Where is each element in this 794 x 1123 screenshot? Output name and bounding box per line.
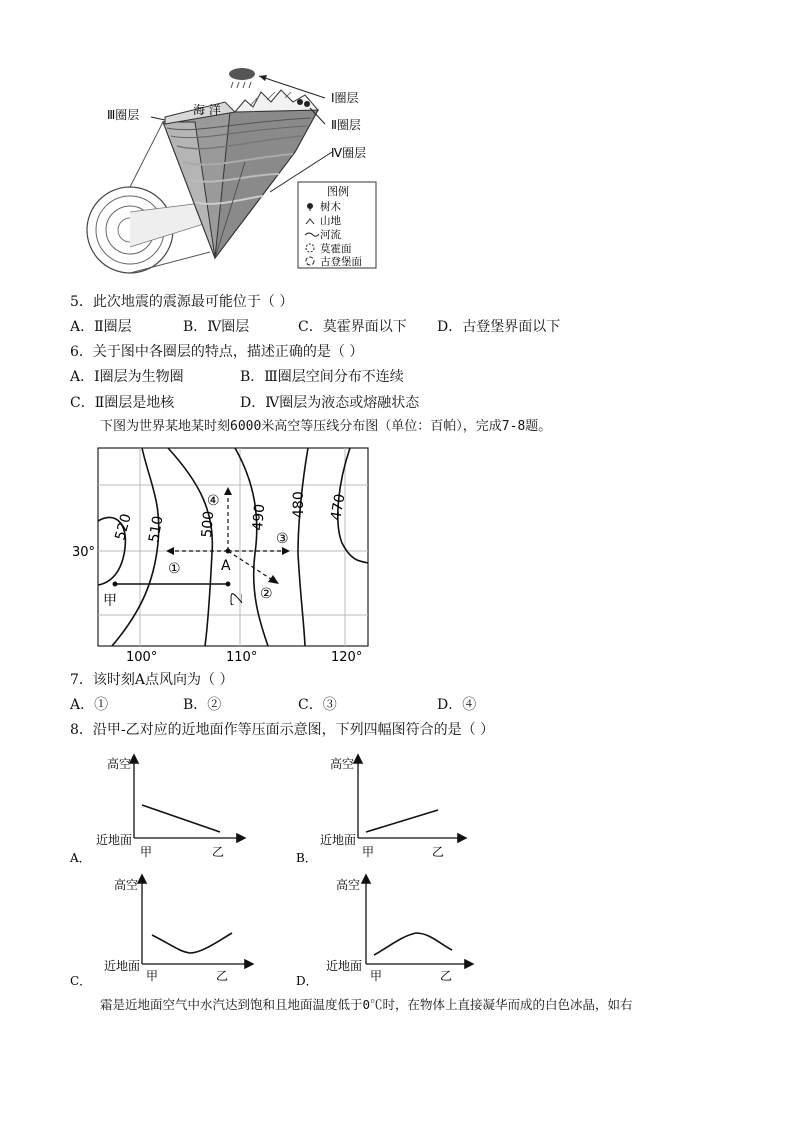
diagram-a-curve (142, 805, 220, 832)
diagram-b-y-label: 高空 (330, 757, 355, 771)
legend-item-gutenberg: 古登堡面 (320, 256, 362, 268)
point-a-label: A (221, 558, 231, 574)
q8-diagrams (60, 748, 520, 993)
isobar-label-500: 500 (199, 510, 218, 539)
diagram-c-curve (152, 933, 232, 953)
q6-stem: 6．关于图中各圈层的特点，描述正确的是（ ） (70, 344, 364, 360)
diagram-c-letter: C． (70, 974, 92, 988)
arrow-label-1: ① (168, 561, 181, 577)
diagram-a-yi: 乙 (212, 845, 225, 859)
lat-label-30: 30° (72, 545, 96, 560)
q6-option-c[interactable]: C．Ⅱ圈层是地核 (70, 395, 175, 411)
q5-option-d[interactable]: D．古登堡界面以下 (437, 319, 561, 335)
legend-item-mountain: 山地 (320, 215, 341, 227)
crust-wedge (163, 90, 318, 258)
layer-label-2: Ⅱ圈层 (331, 118, 361, 132)
q7-option-c[interactable]: C．③ (298, 697, 337, 713)
lon-label-120: 120° (331, 650, 363, 665)
diagram-b-ground-label: 近地面 (320, 833, 357, 847)
isobar-label-480: 480 (291, 491, 307, 518)
diagram-c-jia: 甲 (146, 969, 159, 983)
isobar-label-510: 510 (146, 514, 167, 544)
diagram-b-jia: 甲 (362, 845, 375, 859)
diagram-d-y-label: 高空 (336, 878, 361, 892)
q7-option-d[interactable]: D．④ (437, 697, 477, 713)
diagram-b-yi: 乙 (432, 845, 445, 859)
yi-label: 乙 (227, 592, 243, 606)
q5-option-b[interactable]: B．Ⅳ圈层 (183, 319, 250, 335)
q8-diagram-a[interactable] (69, 756, 244, 865)
diagram-a-ground-label: 近地面 (96, 833, 133, 847)
legend-item-tree: 树木 (320, 201, 341, 213)
diagram-b-letter: B． (296, 851, 317, 865)
layer-label-1: Ⅰ圈层 (331, 91, 359, 105)
q7-option-b[interactable]: B．② (183, 697, 222, 713)
arrow-label-4: ④ (207, 493, 220, 509)
isobar-map (70, 443, 380, 665)
isobar-label-490: 490 (250, 503, 269, 532)
ocean-label: 海 洋 (193, 103, 221, 117)
q6-option-b[interactable]: B．Ⅲ圈层空间分布不连续 (240, 369, 404, 385)
cloud-rain-icon (229, 68, 255, 88)
q5-stem: 5．此次地震的震源最可能位于（ ） (70, 294, 294, 310)
legend-box (298, 182, 376, 268)
q5-option-a[interactable]: A．Ⅱ圈层 (70, 319, 132, 335)
q7-stem: 7．该时刻A点风向为（ ） (70, 672, 234, 688)
q8-stem: 8．沿甲-乙对应的近地面作等压面示意图，下列四幅图符合的是（ ） (70, 722, 495, 738)
diagram-d-yi: 乙 (440, 969, 453, 983)
diagram-d-curve (374, 933, 452, 955)
q6-option-d[interactable]: D．Ⅳ圈层为液态或熔融状态 (240, 395, 420, 411)
q7-option-a[interactable]: A．① (70, 697, 109, 713)
q8-diagram-c[interactable] (70, 876, 252, 988)
diagram-c-y-label: 高空 (114, 878, 139, 892)
q6-option-a[interactable]: A．Ⅰ圈层为生物圈 (70, 369, 184, 385)
q8-diagram-b[interactable] (296, 756, 465, 865)
q8-diagram-d[interactable] (296, 876, 472, 988)
frost-paragraph: 霜是近地面空气中水汽达到饱和且地面温度低于0℃时，在物体上直接凝华而成的白色冰晶，如右 (100, 997, 633, 1012)
lon-label-100: 100° (126, 650, 158, 665)
jia-label: 甲 (103, 593, 117, 609)
intro-7-8: 下图为世界某地某时刻6000米高空等压线分布图（单位：百帕），完成7-8题。 (100, 419, 552, 434)
layer-label-3: Ⅲ圈层 (107, 108, 140, 122)
lon-label-110: 110° (226, 650, 258, 665)
diagram-a-letter: A． (70, 851, 91, 865)
map-frame (98, 448, 368, 646)
earth-layers-figure (85, 62, 385, 277)
diagram-d-ground-label: 近地面 (326, 959, 363, 973)
diagram-a-y-label: 高空 (107, 757, 132, 771)
diagram-c-ground-label: 近地面 (104, 959, 141, 973)
legend-item-moho: 莫霍面 (320, 243, 352, 255)
diagram-a-jia: 甲 (140, 845, 153, 859)
q5-option-c[interactable]: C．莫霍界面以下 (298, 319, 407, 335)
diagram-b-curve (366, 810, 438, 832)
legend-item-river: 河流 (320, 229, 341, 241)
layer-label-4: Ⅳ圈层 (331, 146, 367, 160)
diagram-c-yi: 乙 (216, 969, 229, 983)
diagram-d-jia: 甲 (370, 969, 383, 983)
isobar-label-470: 470 (328, 492, 349, 522)
arrow-label-3: ③ (276, 531, 289, 547)
arrow-label-2: ② (260, 586, 273, 602)
legend-title: 图例 (327, 185, 349, 198)
diagram-d-letter: D． (296, 974, 318, 988)
isobar-label-520: 520 (112, 512, 135, 543)
